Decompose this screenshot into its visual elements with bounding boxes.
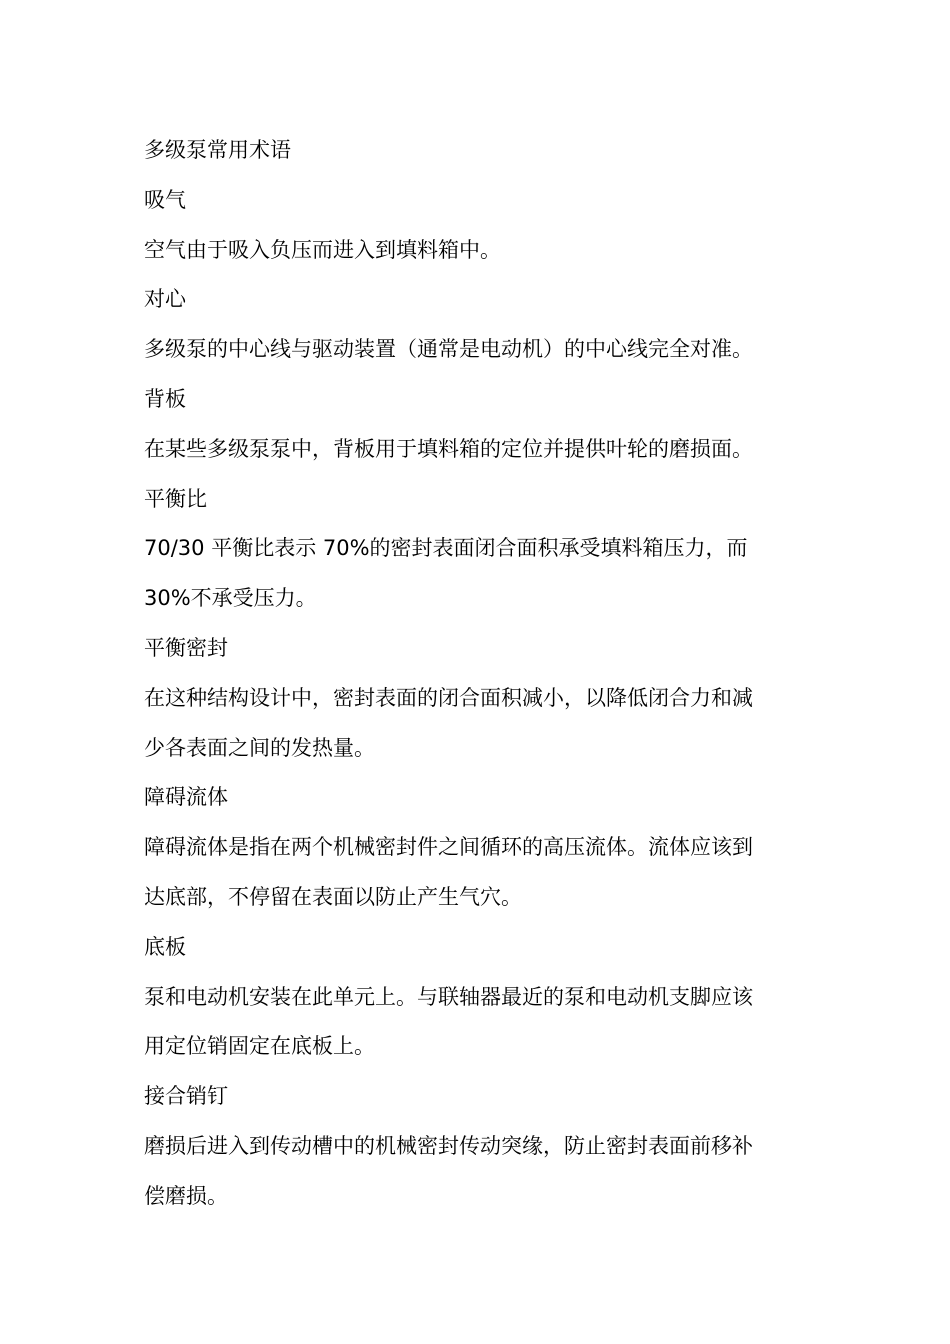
- term-definition: 在某些多级泵泵中，背板用于填料箱的定位并提供叶轮的磨损面。: [144, 436, 753, 461]
- term-heading: 平衡密封: [144, 635, 228, 660]
- term-heading: 吸气: [144, 187, 186, 212]
- document-body: [144, 126, 814, 1222]
- term-definition: 70/30 平衡比表示 70%的密封表面闭合面积承受填料箱压力，而: [144, 536, 748, 561]
- term-definition: 障碍流体是指在两个机械密封件之间循环的高压流体。流体应该到: [144, 835, 753, 860]
- term-heading: 底板: [144, 934, 186, 959]
- term-definition: 空气由于吸入负压而进入到填料箱中。: [144, 237, 501, 262]
- term-definition: 30%不承受压力。: [144, 586, 317, 611]
- document-title: 多级泵常用术语: [144, 138, 291, 162]
- term-definition: 达底部，不停留在表面以防止产生气穴。: [144, 884, 522, 909]
- term-definition: 偿磨损。: [144, 1183, 228, 1208]
- term-heading: 接合销钉: [144, 1084, 228, 1109]
- term-definition: 多级泵的中心线与驱动装置（通常是电动机）的中心线完全对准。: [144, 337, 753, 362]
- term-heading: 对心: [144, 287, 186, 312]
- term-definition: 磨损后进入到传动槽中的机械密封传动突缘，防止密封表面前移补: [144, 1133, 753, 1158]
- term-heading: 障碍流体: [144, 785, 228, 810]
- term-heading: 平衡比: [144, 486, 207, 511]
- term-heading: 背板: [144, 386, 186, 411]
- term-definition: 少各表面之间的发热量。: [144, 735, 375, 760]
- term-definition: 在这种结构设计中，密封表面的闭合面积减小，以降低闭合力和减: [144, 685, 753, 710]
- term-definition: 泵和电动机安装在此单元上。与联轴器最近的泵和电动机支脚应该: [144, 984, 753, 1009]
- term-definition: 用定位销固定在底板上。: [144, 1034, 375, 1059]
